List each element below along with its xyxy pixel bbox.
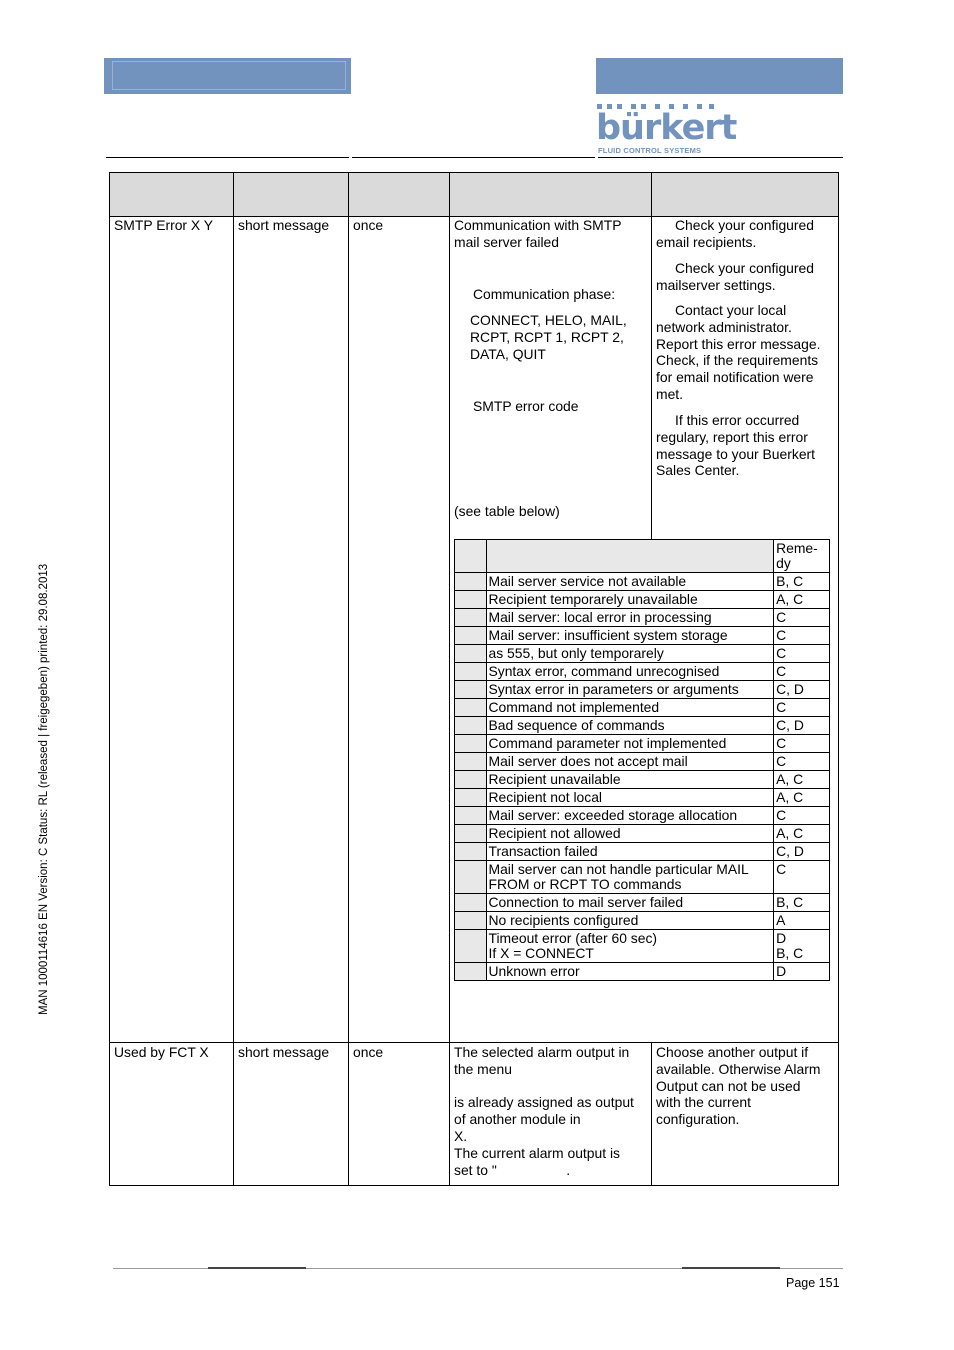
description-cell: Mail server: insufficient system storage [486, 627, 774, 645]
smtp-table-row [455, 789, 830, 807]
remedy-code-cell: A, C [774, 825, 830, 843]
code-cell [455, 753, 487, 771]
remedy-code-cell: A, C [774, 771, 830, 789]
phase-label: Communication phase: [473, 286, 616, 302]
remedy-text: Choose another output if available. Otherwise Alarm Output can not be used with the current configuration. [656, 1044, 821, 1128]
col-divider [651, 1043, 652, 1185]
header-rule-3 [598, 157, 843, 158]
code-cell [455, 963, 487, 981]
code-cell [455, 789, 487, 807]
header-rule-1 [106, 157, 349, 158]
remedy-c: Contact your local network administrator. Report this error message. Check, if the requirements for email notification were met. [656, 302, 821, 402]
code-cell [455, 609, 487, 627]
message-table [109, 172, 839, 1186]
message-text: Used by FCT X [114, 1044, 209, 1060]
header-rule-2 [352, 157, 595, 158]
description-cell: Transaction failed [486, 843, 774, 861]
description-cell: Mail server service not available [486, 573, 774, 591]
code-cell [455, 807, 487, 825]
cause-text: Communication with SMTP mail server failed [454, 217, 622, 250]
smtp-table-row [455, 573, 830, 591]
smtp-table-row [455, 807, 830, 825]
col-divider [348, 173, 349, 1185]
description-cell: Command parameter not implemented [486, 735, 774, 753]
phase-list: CONNECT, HELO, MAIL, RCPT, RCPT 1, RCPT 2, DATA, QUIT [470, 312, 627, 362]
smtp-table-row [455, 753, 830, 771]
burkert-logo [596, 104, 737, 158]
remedy-code-cell: C [774, 735, 830, 753]
document-status-text: MAN 1000114616 EN Version: C Status: RL (released | freigegeben) printed: 29.08.2013 [38, 563, 50, 1015]
description-cell: Syntax error in parameters or arguments [486, 681, 774, 699]
message-frequency: once [353, 217, 384, 233]
description-cell: Command not implemented [486, 699, 774, 717]
smtp-table-row [455, 894, 830, 912]
col-divider [233, 173, 234, 1185]
col-divider [651, 173, 652, 539]
remedy-a: Check your configured email recipients. [656, 217, 814, 250]
remedy-code-cell: C [774, 861, 830, 894]
description-cell: Bad sequence of commands [486, 717, 774, 735]
remedy-code-cell: A, C [774, 591, 830, 609]
code-cell [455, 771, 487, 789]
remedy-code-cell: C [774, 807, 830, 825]
smtp-code-label: SMTP error code [473, 398, 579, 414]
code-cell [455, 645, 487, 663]
code-cell [455, 930, 487, 963]
smtp-error-code-table [454, 539, 830, 981]
logo-wordmark: bürkert [596, 108, 737, 148]
footer-rule-accent [682, 1267, 780, 1269]
code-cell [455, 699, 487, 717]
code-cell [455, 591, 487, 609]
smtp-table-row [455, 963, 830, 981]
remedy-code-cell: A [774, 912, 830, 930]
description-cell: No recipients configured [486, 912, 774, 930]
see-table-note: (see table below) [454, 503, 560, 519]
row-divider [110, 1042, 838, 1043]
smtp-table-row [455, 825, 830, 843]
remedy-code-cell: C [774, 753, 830, 771]
remedy-code-cell: C [774, 645, 830, 663]
smtp-table-row [455, 681, 830, 699]
description-cell: Mail server: exceeded storage allocation [486, 807, 774, 825]
code-cell [455, 681, 487, 699]
smtp-table-header [455, 540, 830, 573]
table-header-row [110, 173, 838, 217]
description-cell: Syntax error, command unrecognised [486, 663, 774, 681]
smtp-table-row [455, 930, 830, 963]
description-cell: Recipient not local [486, 789, 774, 807]
description-cell: Unknown error [486, 963, 774, 981]
smtp-table-row [455, 699, 830, 717]
smtp-table-row [455, 771, 830, 789]
code-cell [455, 843, 487, 861]
code-cell [455, 573, 487, 591]
remedy-code-cell: B, C [774, 573, 830, 591]
smtp-table-row [455, 861, 830, 894]
remedy-code-cell: C [774, 699, 830, 717]
smtp-table-row [455, 735, 830, 753]
remedy-code-cell: C, D [774, 681, 830, 699]
footer-rule-accent [208, 1267, 306, 1269]
remedy-code-cell: C [774, 663, 830, 681]
remedy-code-cell: A, C [774, 789, 830, 807]
remedy-header-cell: Reme- dy [774, 540, 830, 573]
message-type: short message [238, 217, 330, 233]
description-cell: Mail server does not accept mail [486, 753, 774, 771]
code-cell [455, 894, 487, 912]
smtp-table-row [455, 645, 830, 663]
description-cell: Recipient unavailable [486, 771, 774, 789]
description-cell: as 555, but only temporarely [486, 645, 774, 663]
code-cell [455, 717, 487, 735]
smtp-table-row [455, 627, 830, 645]
code-cell [455, 627, 487, 645]
header-bar-right [596, 58, 843, 94]
description-cell: Recipient temporarely unavailable [486, 591, 774, 609]
smtp-table-row [455, 717, 830, 735]
remedy-b: Check your configured mailserver settings. [656, 260, 814, 293]
description-cell: Mail server: local error in processing [486, 609, 774, 627]
smtp-table-row [455, 912, 830, 930]
code-cell [455, 735, 487, 753]
code-cell [455, 663, 487, 681]
remedy-code-cell: B, C [774, 894, 830, 912]
description-cell: Timeout error (after 60 sec) If X = CONNECT [486, 930, 774, 963]
smtp-table-row [455, 609, 830, 627]
col-divider [449, 173, 450, 1185]
page-number: Page 151 [786, 1276, 840, 1290]
message-type: short message [238, 1044, 330, 1060]
smtp-table-row [455, 663, 830, 681]
smtp-table-row [455, 843, 830, 861]
remedy-code-cell: C, D [774, 843, 830, 861]
description-cell: Mail server can not handle particular MAIL FROM or RCPT TO commands [486, 861, 774, 894]
remedy-code-cell: D B, C [774, 930, 830, 963]
remedy-d: If this error occurred regulary, report this error message to your Buerkert Sales Center. [656, 412, 816, 479]
code-header-cell [455, 540, 487, 573]
remedy-code-cell: C [774, 609, 830, 627]
remedy-code-cell: C [774, 627, 830, 645]
smtp-table-row [455, 591, 830, 609]
header-bar-left [104, 58, 351, 94]
message-frequency: once [353, 1044, 384, 1060]
code-cell [455, 825, 487, 843]
logo-subtitle: FLUID CONTROL SYSTEMS [598, 146, 702, 155]
cause-text: The selected alarm output in the menu is already assigned as output of another module in X. The current alarm output is set to " . [454, 1044, 634, 1178]
description-cell: Recipient not allowed [486, 825, 774, 843]
remedy-code-cell: C, D [774, 717, 830, 735]
description-cell: Connection to mail server failed [486, 894, 774, 912]
code-cell [455, 912, 487, 930]
code-cell [455, 861, 487, 894]
description-header-cell [486, 540, 774, 573]
remedy-code-cell: D [774, 963, 830, 981]
message-text: SMTP Error X Y [114, 217, 214, 233]
